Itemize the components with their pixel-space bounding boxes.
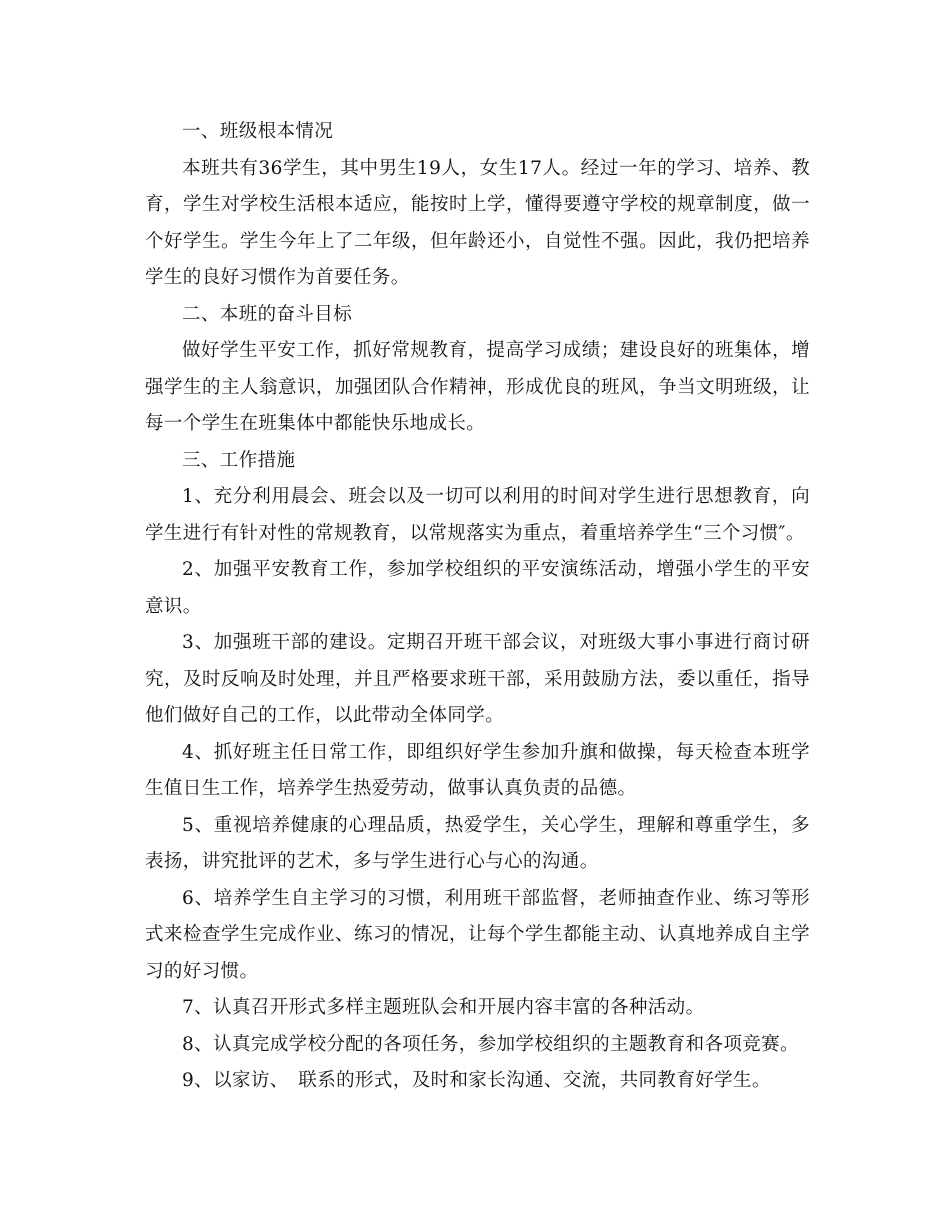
document-body — [145, 114, 810, 1100]
measure-item-9: 9、以家访、 联系的形式，及时和家长沟通、交流，共同教育好学生。 — [182, 1070, 771, 1091]
section-heading-work-measures: 三、工作措施 — [182, 449, 296, 471]
measure-item-8: 8、认真完成学校分配的各项任务，参加学校组织的主题教育和各项竞赛。 — [182, 1033, 799, 1055]
section-heading-class-situation: 一、班级根本情况 — [182, 121, 334, 142]
measure-item-4: 4、抓好班主任日常工作，即组织好学生参加升旗和做操，每天检查本班学生值日生工作，培养学生热爱劳动，做事认真负责的品德。 — [145, 741, 810, 799]
measure-item-7: 7、认真召开形式多样主题班队会和开展内容丰富的各种活动。 — [182, 997, 705, 1018]
section-heading-class-goals: 二、本班的奋斗目标 — [182, 303, 353, 325]
measure-item-3: 3、加强班干部的建设。定期召开班干部会议，对班级大事小事进行商讨研究，及时反响及时处理，并且严格要求班干部，采用鼓励方法，委以重任，指导他们做好自己的工作，以此带动全体同学。 — [145, 632, 810, 726]
measure-item-1: 1、充分利用晨会、班会以及一切可以利用的时间对学生进行思想教育，向学生进行有针对性的常规教育，以常规落实为重点，着重培养学生“三个习惯″。 — [145, 486, 810, 544]
paragraph-class-goals: 做好学生平安工作，抓好常规教育，提高学习成绩；建设良好的班集体，增强学生的主人翁意识，加强团队合作精神，形成优良的班风，争当文明班级，让每一个学生在班集体中都能快乐地成长。 — [145, 340, 810, 434]
paragraph-class-situation: 本班共有36学生，其中男生19人，女生17人。经过一年的学习、培养、教育，学生对学校生活根本适应，能按时上学，懂得要遵守学校的规章制度，做一个好学生。学生今年上了二年级，但年龄还小，自觉性不强。因此，我仍把培养学生的良好习惯作为首要任务。 — [145, 157, 810, 288]
measure-item-2: 2、加强平安教育工作，参加学校组织的平安演练活动，增强小学生的平安意识。 — [145, 559, 810, 617]
measure-item-6: 6、培养学生自主学习的习惯，利用班干部监督，老师抽查作业、练习等形式来检查学生完成作业、练习的情况，让每个学生都能主动、认真地养成自主学习的好习惯。 — [145, 887, 810, 982]
measure-item-5: 5、重视培养健康的心理品质，热爱学生，关心学生，理解和尊重学生，多表扬，讲究批评的艺术，多与学生进行心与心的沟通。 — [145, 814, 810, 872]
